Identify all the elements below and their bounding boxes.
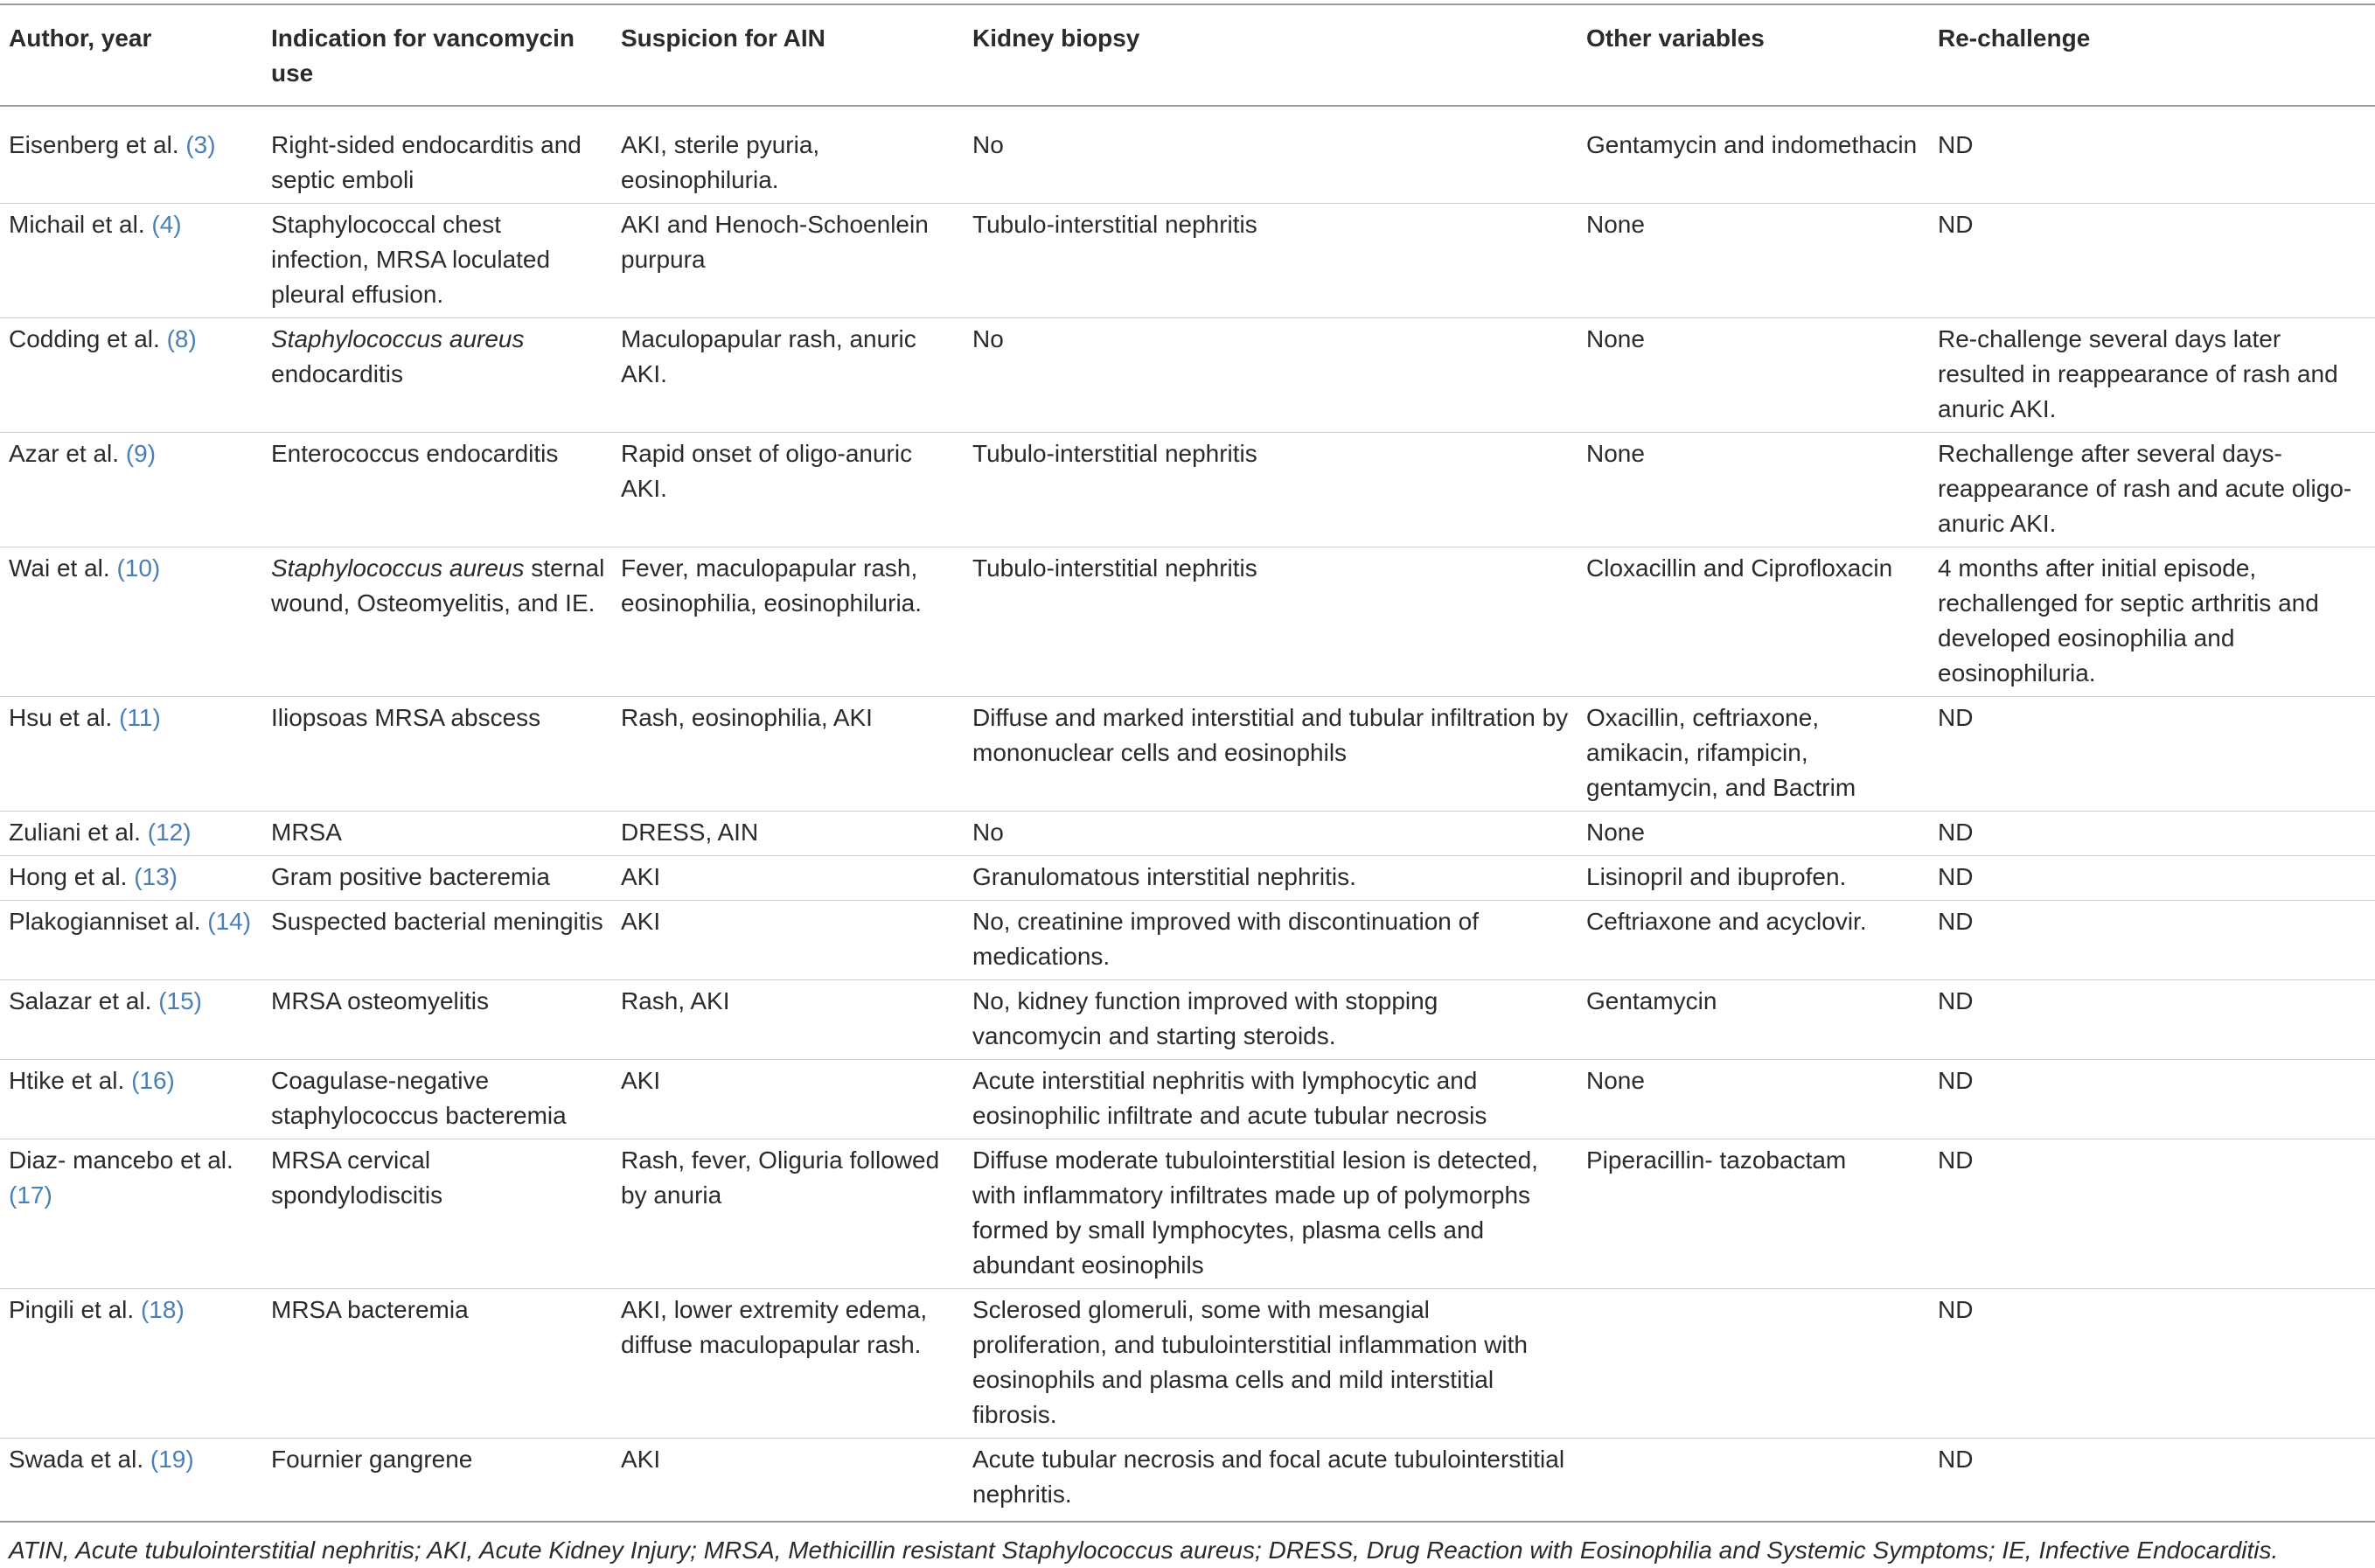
author-name: Azar et al.	[9, 440, 120, 467]
cell-re-challenge: ND	[1929, 1139, 2375, 1289]
cell-other-variables: None	[1578, 433, 1929, 547]
cell-suspicion: AKI, sterile pyuria, eosinophiluria.	[612, 106, 964, 204]
indication-text: Gram positive bacteremia	[271, 863, 551, 890]
table-row	[0, 856, 2375, 901]
indication-text: Fournier gangrene	[271, 1446, 473, 1473]
cell-kidney-biopsy: Sclerosed glomeruli, some with mesangial proliferation, and tubulointerstitial inflammation with eosinophils and plasma cells and mild interstitial fibrosis.	[964, 1289, 1578, 1439]
cell-indication	[262, 1060, 612, 1139]
cell-other-variables: Lisinopril and ibuprofen.	[1578, 856, 1929, 901]
cell-indication	[262, 1139, 612, 1289]
author-name: Wai et al.	[9, 554, 110, 582]
cell-re-challenge: ND	[1929, 697, 2375, 812]
cell-indication	[262, 901, 612, 980]
author-name: Codding et al.	[9, 325, 160, 352]
table-row	[0, 812, 2375, 856]
cell-kidney-biopsy: Acute tubular necrosis and focal acute tubulointerstitial nephritis.	[964, 1439, 1578, 1523]
cell-re-challenge: Re-challenge several days later resulted in reappearance of rash and anuric AKI.	[1929, 318, 2375, 433]
reference-link[interactable]: (12)	[147, 819, 192, 846]
cell-suspicion: Rapid onset of oligo-anuric AKI.	[612, 433, 964, 547]
cell-author	[0, 204, 262, 318]
cell-suspicion: AKI	[612, 901, 964, 980]
cell-author	[0, 812, 262, 856]
author-name: Htike et al.	[9, 1067, 125, 1094]
cell-author	[0, 318, 262, 433]
cell-re-challenge: ND	[1929, 204, 2375, 318]
cell-suspicion: Rash, eosinophilia, AKI	[612, 697, 964, 812]
cell-indication	[262, 318, 612, 433]
indication-organism: Staphylococcus aureus	[271, 325, 525, 352]
cell-other-variables: Piperacillin- tazobactam	[1578, 1139, 1929, 1289]
indication-organism: Staphylococcus aureus	[271, 554, 525, 582]
cell-indication	[262, 812, 612, 856]
author-name: Salazar et al.	[9, 987, 152, 1014]
cell-suspicion: AKI	[612, 1060, 964, 1139]
cell-re-challenge: ND	[1929, 1060, 2375, 1139]
cell-re-challenge: ND	[1929, 980, 2375, 1060]
indication-text: Staphylococcal chest infection, MRSA loculated pleural effusion.	[271, 211, 551, 308]
reference-link[interactable]: (16)	[131, 1067, 175, 1094]
cell-author	[0, 1060, 262, 1139]
cell-re-challenge: ND	[1929, 1289, 2375, 1439]
author-name: Pingili et al.	[9, 1296, 135, 1323]
cell-suspicion: DRESS, AIN	[612, 812, 964, 856]
vancomycin-ain-table	[0, 3, 2375, 1523]
cell-suspicion: AKI and Henoch-Schoenlein purpura	[612, 204, 964, 318]
table-row	[0, 433, 2375, 547]
reference-link[interactable]: (8)	[166, 325, 197, 352]
cell-suspicion: AKI	[612, 1439, 964, 1523]
author-name: Eisenberg et al.	[9, 131, 179, 158]
cell-other-variables	[1578, 1439, 1929, 1523]
reference-link[interactable]: (3)	[185, 131, 216, 158]
cell-indication	[262, 204, 612, 318]
reference-link[interactable]: (4)	[151, 211, 182, 238]
cell-author	[0, 697, 262, 812]
indication-text: Suspected bacterial meningitis	[271, 908, 603, 935]
cell-author	[0, 106, 262, 204]
table-row	[0, 1139, 2375, 1289]
indication-text: sternal wound, Osteomyelitis, and IE.	[271, 554, 605, 617]
indication-text: endocarditis	[271, 360, 403, 387]
cell-suspicion: Fever, maculopapular rash, eosinophilia, eosinophiluria.	[612, 547, 964, 697]
indication-text: Right-sided endocarditis and septic emboli	[271, 131, 582, 193]
cell-re-challenge: ND	[1929, 856, 2375, 901]
cell-author	[0, 433, 262, 547]
header-author-year: Author, year	[0, 4, 262, 106]
cell-author	[0, 980, 262, 1060]
reference-link[interactable]: (11)	[119, 704, 161, 731]
indication-text: MRSA osteomyelitis	[271, 987, 489, 1014]
table-row	[0, 106, 2375, 204]
cell-suspicion: AKI	[612, 856, 964, 901]
cell-re-challenge: ND	[1929, 812, 2375, 856]
cell-kidney-biopsy: No	[964, 318, 1578, 433]
cell-author	[0, 856, 262, 901]
reference-link[interactable]: (17)	[9, 1181, 52, 1209]
author-name: Hong et al.	[9, 863, 128, 890]
table-row	[0, 901, 2375, 980]
table-row	[0, 204, 2375, 318]
header-kidney-biopsy: Kidney biopsy	[964, 4, 1578, 106]
author-name: Swada et al.	[9, 1446, 144, 1473]
author-name: Zuliani et al.	[9, 819, 141, 846]
cell-kidney-biopsy: No, creatinine improved with discontinuation of medications.	[964, 901, 1578, 980]
header-re-challenge: Re-challenge	[1929, 4, 2375, 106]
cell-author	[0, 901, 262, 980]
cell-re-challenge: ND	[1929, 1439, 2375, 1523]
cell-kidney-biopsy: Tubulo-interstitial nephritis	[964, 204, 1578, 318]
cell-indication	[262, 1289, 612, 1439]
cell-indication	[262, 697, 612, 812]
table-header-row	[0, 4, 2375, 106]
reference-link[interactable]: (13)	[134, 863, 178, 890]
table-row	[0, 697, 2375, 812]
table-row	[0, 980, 2375, 1060]
cell-indication	[262, 433, 612, 547]
cell-other-variables: Cloxacillin and Ciprofloxacin	[1578, 547, 1929, 697]
cell-author	[0, 547, 262, 697]
cell-other-variables: Gentamycin and indomethacin	[1578, 106, 1929, 204]
cell-kidney-biopsy: Tubulo-interstitial nephritis	[964, 547, 1578, 697]
cell-other-variables: None	[1578, 204, 1929, 318]
cell-kidney-biopsy: No	[964, 812, 1578, 856]
header-other-variables: Other variables	[1578, 4, 1929, 106]
indication-text: MRSA cervical spondylodiscitis	[271, 1146, 443, 1209]
reference-link[interactable]: (18)	[140, 1296, 185, 1323]
header-suspicion: Suspicion for AIN	[612, 4, 964, 106]
cell-suspicion: Rash, AKI	[612, 980, 964, 1060]
table-footnote: ATIN, Acute tubulointerstitial nephritis; AKI, Acute Kidney Injury; MRSA, Methicillin resistant Staphylococcus aureus; DRESS, Drug Reaction with Eosinophilia and Systemic Symptoms; IE, Infective Endocarditis.	[9, 1537, 2279, 1564]
cell-kidney-biopsy: Acute interstitial nephritis with lymphocytic and eosinophilic infiltrate and acute tubular necrosis	[964, 1060, 1578, 1139]
cell-author	[0, 1139, 262, 1289]
cell-suspicion: Rash, fever, Oliguria followed by anuria	[612, 1139, 964, 1289]
cell-indication	[262, 1439, 612, 1523]
cell-author	[0, 1289, 262, 1439]
table-container	[0, 3, 2375, 1568]
table-body	[0, 106, 2375, 1522]
author-name: Michail et al.	[9, 211, 145, 238]
cell-kidney-biopsy: Diffuse moderate tubulointerstitial lesion is detected, with inflammatory infiltrates made up of polymorphs formed by small lymphocytes, plasma cells and abundant eosinophils	[964, 1139, 1578, 1289]
cell-other-variables: Ceftriaxone and acyclovir.	[1578, 901, 1929, 980]
cell-kidney-biopsy: Tubulo-interstitial nephritis	[964, 433, 1578, 547]
cell-re-challenge: 4 months after initial episode, rechallenged for septic arthritis and developed eosinophilia and eosinophiluria.	[1929, 547, 2375, 697]
cell-indication	[262, 980, 612, 1060]
cell-kidney-biopsy: No	[964, 106, 1578, 204]
cell-re-challenge: Rechallenge after several days- reappearance of rash and acute oligo-anuric AKI.	[1929, 433, 2375, 547]
table-row	[0, 1289, 2375, 1439]
indication-text: MRSA	[271, 819, 342, 846]
author-name: Plakogianniset al.	[9, 908, 201, 935]
cell-kidney-biopsy: Granulomatous interstitial nephritis.	[964, 856, 1578, 901]
reference-link[interactable]: (15)	[158, 987, 202, 1014]
reference-link[interactable]: (14)	[207, 908, 252, 935]
table-row	[0, 1060, 2375, 1139]
author-name: Hsu et al.	[9, 704, 113, 731]
cell-kidney-biopsy: No, kidney function improved with stopping vancomycin and starting steroids.	[964, 980, 1578, 1060]
cell-suspicion: Maculopapular rash, anuric AKI.	[612, 318, 964, 433]
indication-text: Enterococcus endocarditis	[271, 440, 559, 467]
table-row	[0, 1439, 2375, 1523]
cell-other-variables: None	[1578, 318, 1929, 433]
indication-text: Coagulase-negative staphylococcus bacteremia	[271, 1067, 567, 1129]
cell-re-challenge: ND	[1929, 901, 2375, 980]
cell-author	[0, 1439, 262, 1523]
cell-re-challenge: ND	[1929, 106, 2375, 204]
table-row	[0, 318, 2375, 433]
cell-indication	[262, 106, 612, 204]
cell-other-variables	[1578, 1289, 1929, 1439]
table-row	[0, 547, 2375, 697]
reference-link[interactable]: (19)	[150, 1446, 194, 1473]
reference-link[interactable]: (9)	[125, 440, 157, 467]
cell-suspicion: AKI, lower extremity edema, diffuse maculopapular rash.	[612, 1289, 964, 1439]
indication-text: MRSA bacteremia	[271, 1296, 469, 1323]
reference-link[interactable]: (10)	[116, 554, 161, 582]
cell-other-variables: Oxacillin, ceftriaxone, amikacin, rifampicin, gentamycin, and Bactrim	[1578, 697, 1929, 812]
cell-indication	[262, 856, 612, 901]
cell-other-variables: Gentamycin	[1578, 980, 1929, 1060]
header-indication: Indication for vancomycin use	[262, 4, 612, 106]
cell-other-variables: None	[1578, 1060, 1929, 1139]
cell-kidney-biopsy: Diffuse and marked interstitial and tubular infiltration by mononuclear cells and eosinophils	[964, 697, 1578, 812]
cell-indication	[262, 547, 612, 697]
cell-other-variables: None	[1578, 812, 1929, 856]
author-name: Diaz- mancebo et al.	[9, 1146, 233, 1174]
indication-text: Iliopsoas MRSA abscess	[271, 704, 541, 731]
